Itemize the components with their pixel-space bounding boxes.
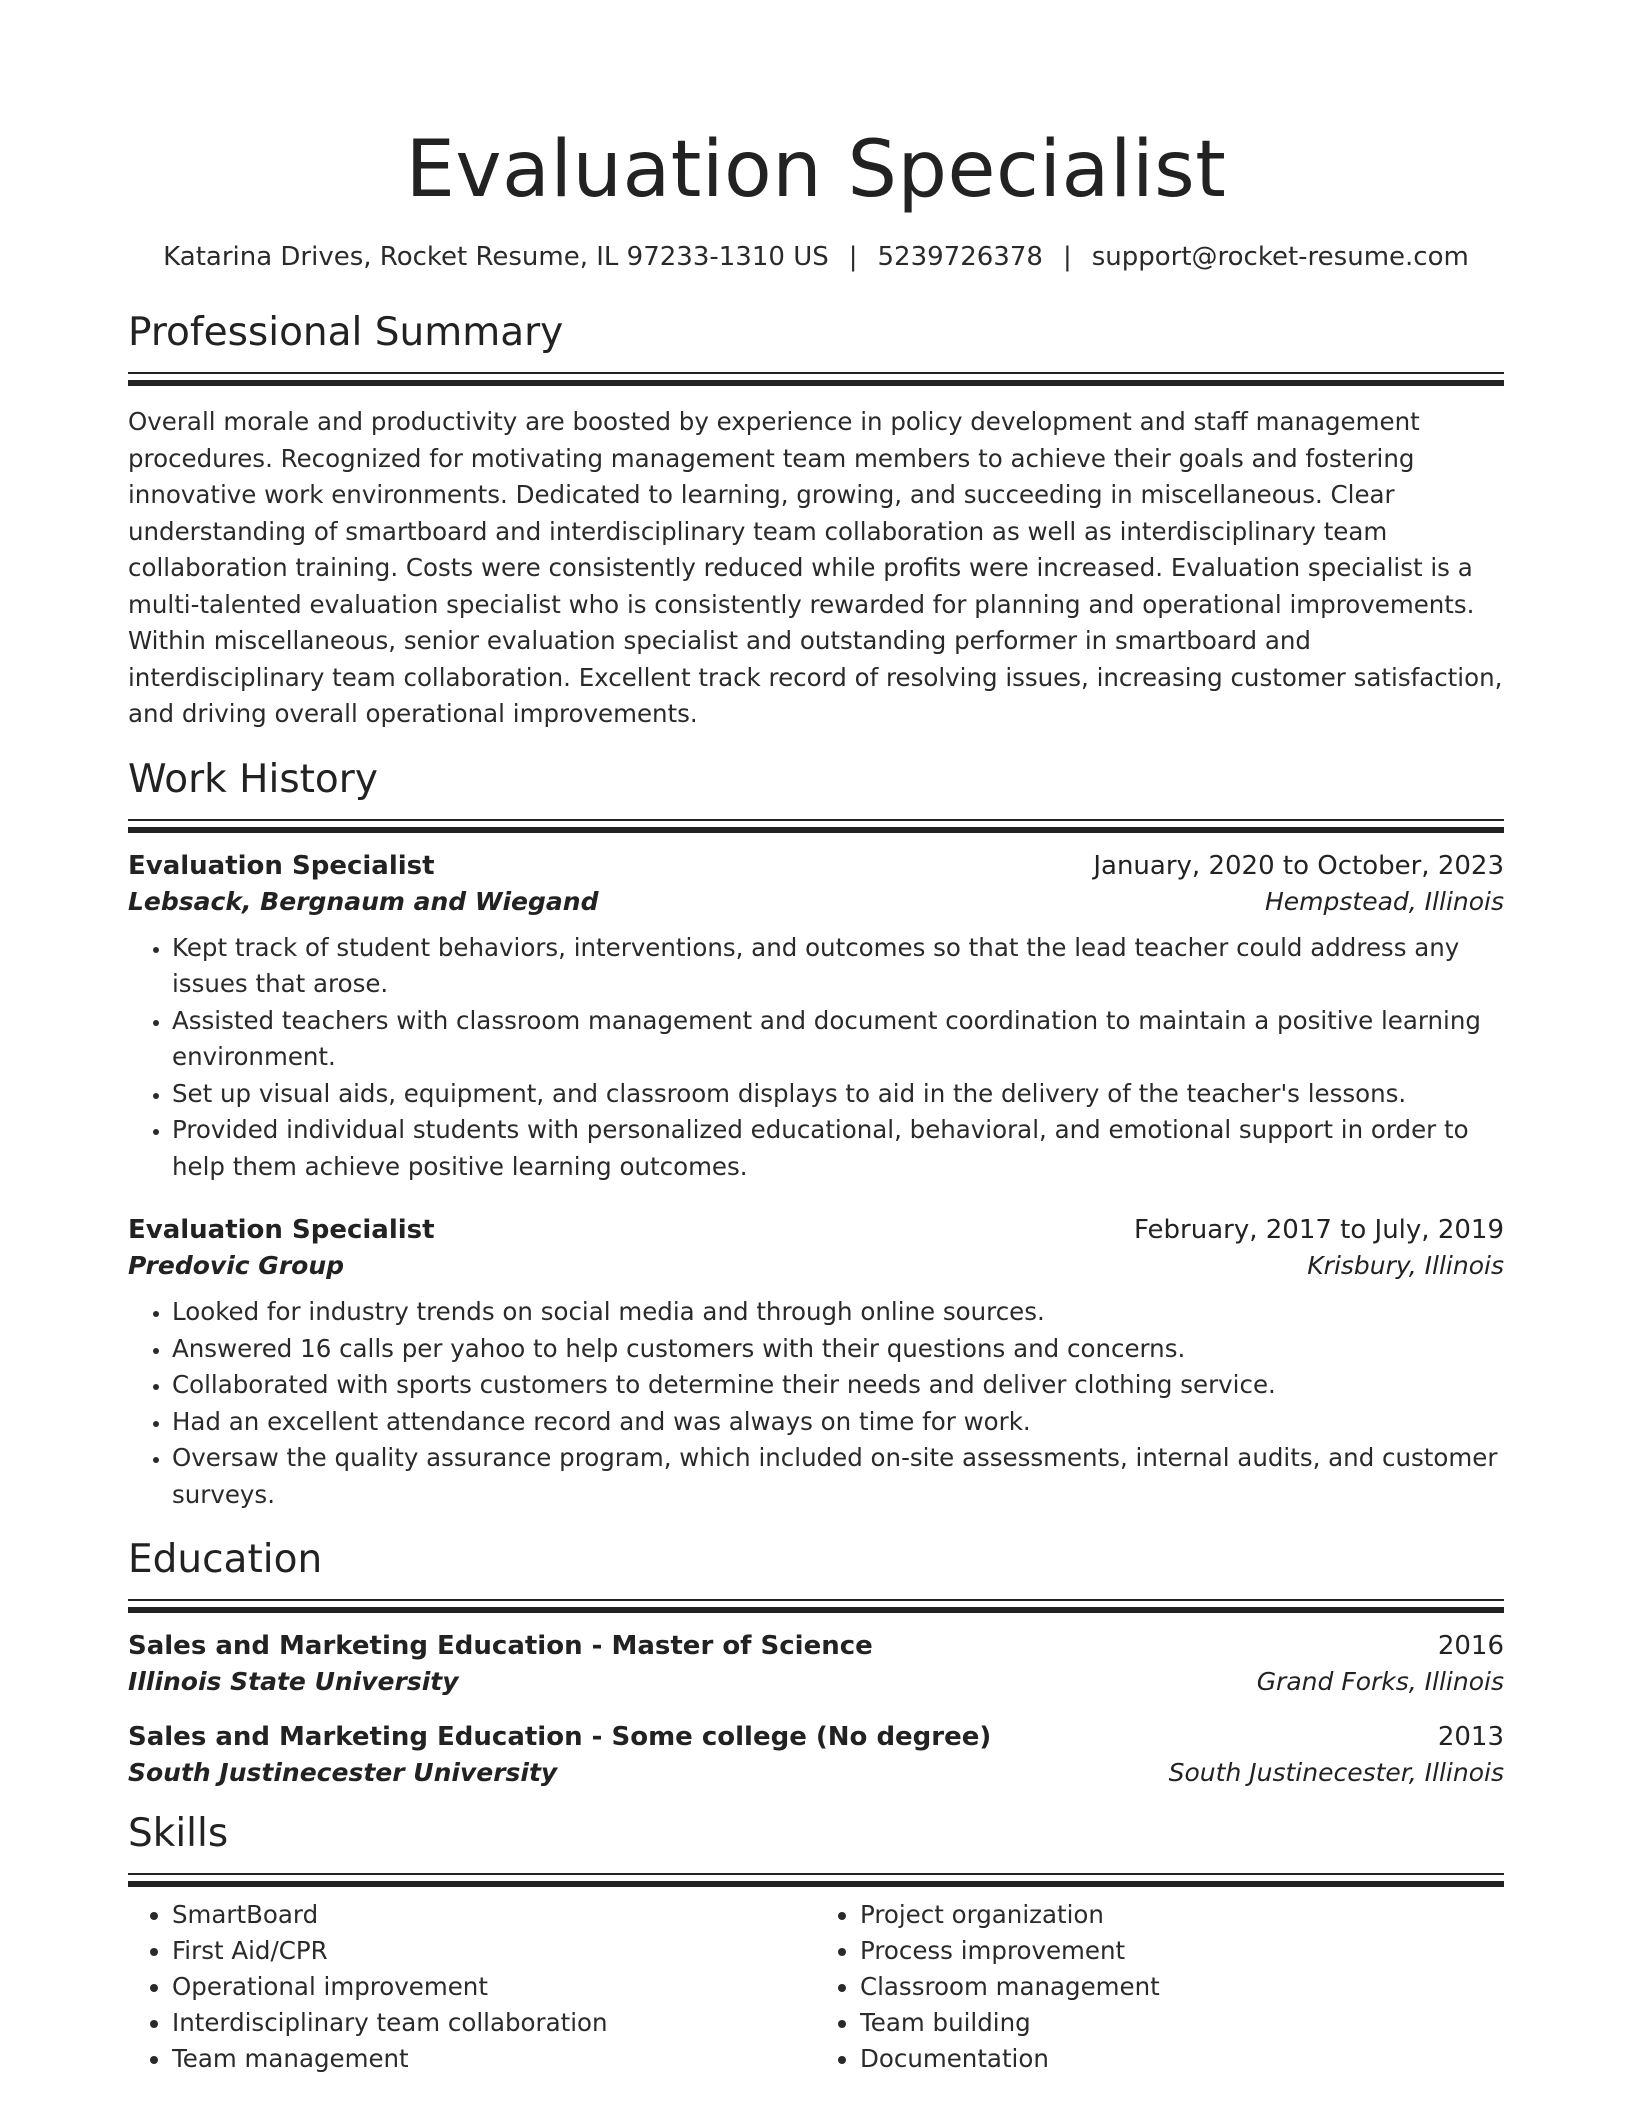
job-subheader (128, 1251, 1504, 1280)
education-header (128, 1631, 1504, 1661)
job-bullet: • Answered 16 calls per yahoo to help customers with their questions and concerns. (172, 1331, 1504, 1368)
education-header (128, 1722, 1504, 1752)
education-subheader (128, 1667, 1504, 1696)
job-bullet: • Assisted teachers with classroom management and document coordination to maintain a positive learning environment. (172, 1003, 1504, 1076)
section-heading-summary: Professional Summary (128, 310, 564, 355)
section-heading-work-history: Work History (128, 756, 378, 802)
section-divider (128, 819, 1504, 833)
education-location: Grand Forks, Illinois (1256, 1667, 1504, 1696)
contact-line (128, 240, 1504, 274)
education-school: Illinois State University (128, 1667, 459, 1696)
skill-item: • Process improvement (860, 1933, 1504, 1969)
skill-item: • Classroom management (860, 1969, 1504, 2005)
education-location: South Justinecester, Illinois (1168, 1758, 1504, 1787)
skill-item: • First Aid/CPR (172, 1933, 816, 1969)
job-entry (128, 1215, 1504, 1513)
section-divider (128, 1873, 1504, 1887)
contact-address: Katarina Drives, Rocket Resume, IL 97233-1310 US (163, 242, 829, 272)
job-header (128, 851, 1504, 881)
job-bullet-list (128, 930, 1504, 1186)
job-bullet-list (128, 1294, 1504, 1513)
job-title: Evaluation Specialist (128, 1215, 435, 1245)
job-subheader (128, 887, 1504, 916)
job-employer: Predovic Group (128, 1251, 345, 1280)
section-heading-education: Education (128, 1537, 323, 1582)
job-dates: January, 2020 to October, 2023 (1093, 850, 1504, 881)
job-bullet: • Had an excellent attendance record and was always on time for work. (172, 1404, 1504, 1441)
education-subheader (128, 1758, 1504, 1787)
skills-columns (128, 1897, 1504, 2077)
section-divider (128, 1599, 1504, 1613)
job-employer: Lebsack, Bergnaum and Wiegand (128, 886, 599, 916)
skill-item: • Operational improvement (172, 1969, 816, 2005)
education-year: 2016 (1437, 1631, 1504, 1661)
job-bullet: • Set up visual aids, equipment, and classroom displays to aid in the delivery of the teacher's lessons. (172, 1076, 1504, 1113)
contact-separator: | (1062, 242, 1072, 272)
section-divider (128, 372, 1504, 386)
job-bullet: • Oversaw the quality assurance program, which included on-site assessments, internal audits, and customer surveys. (172, 1440, 1504, 1513)
skill-item: • Interdisciplinary team collaboration (172, 2005, 816, 2041)
job-header (128, 1215, 1504, 1245)
work-history-section (128, 755, 1504, 1514)
education-section (128, 1535, 1504, 1787)
summary-text: Overall morale and productivity are boosted by experience in policy development and staff management procedures. Recognized for motivating management team members to achieve their goals and fostering innovative work environments. Dedicated to learning, growing, and succeeding in miscellaneous. Clear understanding of smartboard and interdisciplinary team collaboration as well as interdisciplinary team collaboration training. Costs were consistently reduced while profits were increased. Evaluation specialist is a multi-talented evaluation specialist who is consistently rewarded for planning and operational improvements. Within miscellaneous, senior evaluation specialist and outstanding performer in smartboard and interdisciplinary team collaboration. Excellent track record of resolving issues, increasing customer satisfaction, and driving overall operational improvements. (128, 407, 1503, 728)
education-year: 2013 (1437, 1722, 1504, 1752)
summary-section (128, 308, 1504, 733)
skills-section (128, 1809, 1504, 2077)
education-degree: Sales and Marketing Education - Master of Science (128, 1631, 873, 1661)
section-heading-skills: Skills (128, 1811, 229, 1856)
job-dates: February, 2017 to July, 2019 (1134, 1215, 1504, 1245)
skill-item: • SmartBoard (172, 1897, 816, 1933)
skill-item: • Team management (172, 2041, 816, 2077)
resume-title: Evaluation Specialist (405, 125, 1227, 215)
job-location: Hempstead, Illinois (1264, 886, 1504, 916)
job-bullet: • Collaborated with sports customers to determine their needs and deliver clothing service. (172, 1367, 1504, 1404)
contact-separator: | (848, 242, 858, 272)
education-degree: Sales and Marketing Education - Some college (No degree) (128, 1722, 992, 1752)
job-bullet: • Looked for industry trends on social media and through online sources. (172, 1294, 1504, 1331)
education-entry (128, 1722, 1504, 1787)
job-title: Evaluation Specialist (128, 850, 435, 881)
skill-item: • Documentation (860, 2041, 1504, 2077)
skills-list-left (128, 1897, 816, 2077)
contact-email: support@rocket-resume.com (1091, 242, 1469, 272)
job-location: Krisbury, Illinois (1307, 1251, 1504, 1280)
skills-list-right (816, 1897, 1504, 2077)
education-entry (128, 1631, 1504, 1696)
job-bullet: • Provided individual students with personalized educational, behavioral, and emotional support in order to help them achieve positive learning outcomes. (172, 1112, 1504, 1185)
skill-item: • Project organization (860, 1897, 1504, 1933)
contact-phone: 5239726378 (877, 242, 1043, 272)
education-school: South Justinecester University (128, 1758, 558, 1787)
job-entry (128, 851, 1504, 1186)
skill-item: • Team building (860, 2005, 1504, 2041)
job-bullet: • Kept track of student behaviors, interventions, and outcomes so that the lead teacher could address any issues that arose. (172, 930, 1504, 1003)
